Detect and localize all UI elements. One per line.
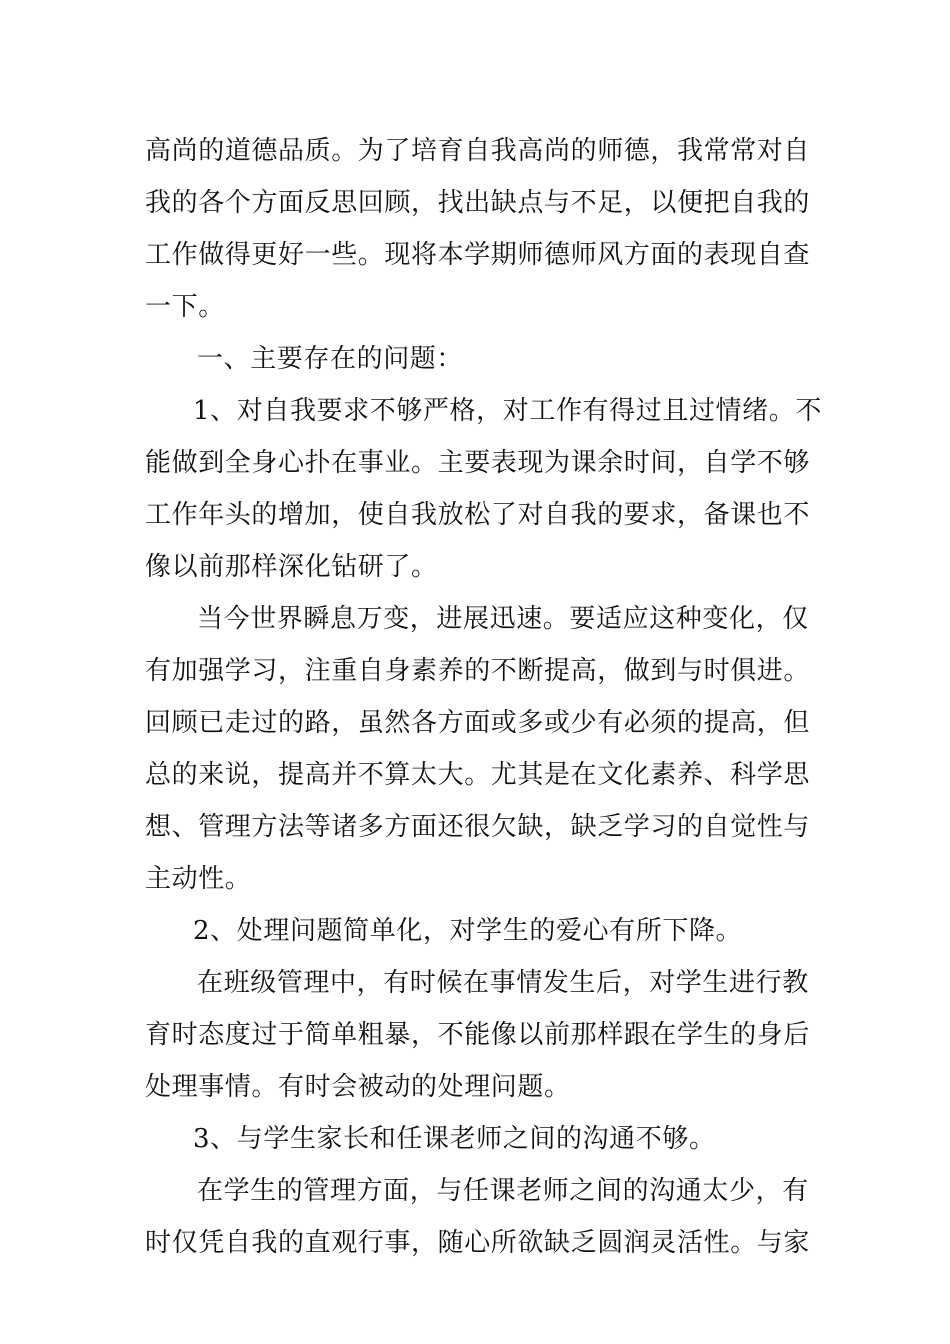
text-line: 处理事情。有时会被动的处理问题。 [145,1072,571,1102]
text-line: 一下。 [145,292,225,322]
paragraph-start: 在学生的管理方面，与任课老师之间的沟通太少，有 [197,1176,809,1206]
text-line: 时仅凭自我的直观行事，随心所欲缺乏圆润灵活性。与家 [145,1228,811,1258]
text-line: 主动性。 [145,864,252,894]
paragraph-start: 在班级管理中，有时候在事情发生后，对学生进行教 [197,968,809,998]
numbered-item-1: 1、对自我要求不够严格，对工作有得过且过情绪。不 [193,396,822,426]
section-heading: 一、主要存在的问题： [197,344,464,374]
document-body [145,125,822,1269]
numbered-item-3: 3、与学生家长和任课老师之间的沟通不够。 [193,1124,716,1154]
text-line: 回顾已走过的路，虽然各方面或多或少有必须的提高，但 [145,708,811,738]
text-line: 想、管理方法等诸多方面还很欠缺，缺乏学习的自觉性与 [145,812,811,842]
text-line: 有加强学习，注重自身素养的不断提高，做到与时俱进。 [145,656,811,686]
text-line: 工作做得更好一些。现将本学期师德师风方面的表现自查 [145,240,811,270]
paragraph-start: 当今世界瞬息万变，进展迅速。要适应这种变化，仅 [197,604,809,634]
numbered-item-2: 2、处理问题简单化，对学生的爱心有所下降。 [193,916,743,946]
text-line: 像以前那样深化钻研了。 [145,552,438,582]
text-line: 高尚的道德品质。为了培育自我高尚的师德，我常常对自 [145,136,811,166]
text-line: 育时态度过于简单粗暴，不能像以前那样跟在学生的身后 [145,1020,811,1050]
text-line: 总的来说，提高并不算太大。尤其是在文化素养、科学思 [145,760,811,790]
text-line: 工作年头的增加，使自我放松了对自我的要求，备课也不 [145,500,811,530]
text-line: 能做到全身心扑在事业。主要表现为课余时间，自学不够 [145,448,811,478]
text-line: 我的各个方面反思回顾，找出缺点与不足，以便把自我的 [145,188,811,218]
